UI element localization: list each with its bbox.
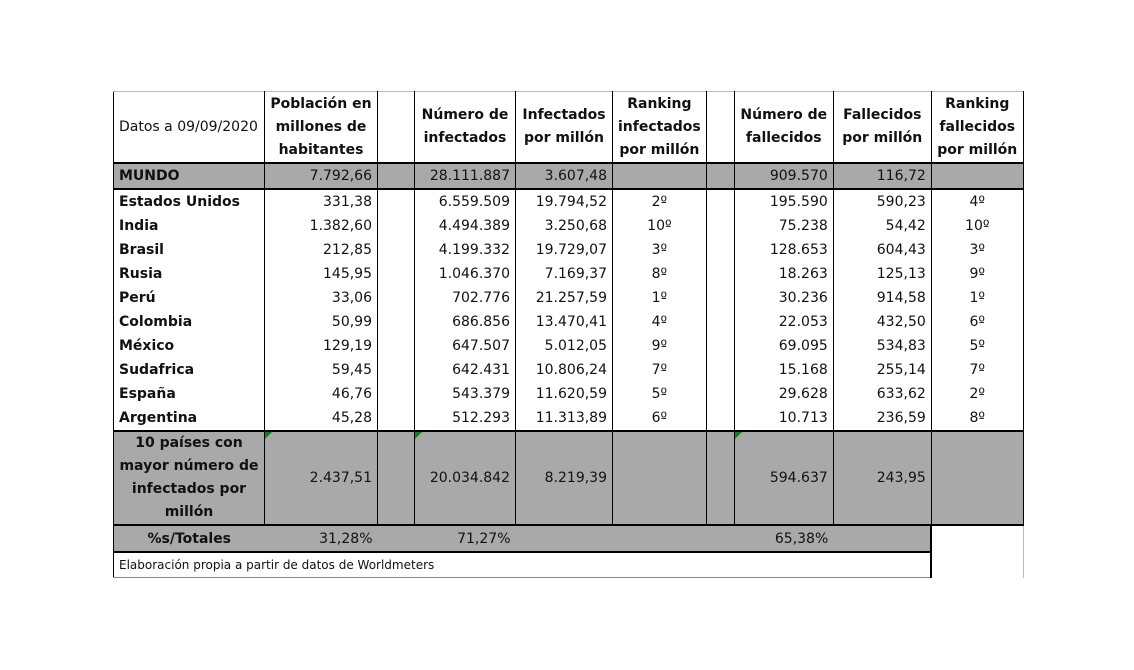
country-infectados-millon: 21.257,59 bbox=[516, 286, 613, 310]
country-poblacion: 129,19 bbox=[265, 334, 378, 358]
header-row bbox=[114, 92, 1024, 164]
country-fallecidos: 75.238 bbox=[734, 214, 833, 238]
country-infectados-millon: 13.470,41 bbox=[516, 310, 613, 334]
country-ranking-fallecidos: 5º bbox=[931, 334, 1023, 358]
country-fallecidos: 30.236 bbox=[734, 286, 833, 310]
spacer-cell bbox=[378, 163, 415, 189]
totals-fallecidos-pct: 65,38% bbox=[734, 525, 833, 552]
country-fallecidos-millon: 255,14 bbox=[833, 358, 931, 382]
spacer-cell bbox=[706, 189, 734, 214]
country-fallecidos-millon: 125,13 bbox=[833, 262, 931, 286]
table-row bbox=[114, 214, 1024, 238]
country-ranking-fallecidos: 8º bbox=[931, 406, 1023, 431]
country-ranking-fallecidos: 1º bbox=[931, 286, 1023, 310]
summary-poblacion: 2.437,51 bbox=[265, 431, 378, 525]
country-infectados: 543.379 bbox=[415, 382, 516, 406]
country-fallecidos: 18.263 bbox=[734, 262, 833, 286]
country-infectados: 1.046.370 bbox=[415, 262, 516, 286]
spacer-cell bbox=[378, 92, 415, 164]
spacer-cell bbox=[378, 310, 415, 334]
country-ranking-fallecidos: 10º bbox=[931, 214, 1023, 238]
country-ranking-infectados: 5º bbox=[613, 382, 707, 406]
spacer-cell bbox=[706, 431, 734, 525]
mundo-fallecidos-millon: 116,72 bbox=[833, 163, 931, 189]
totals-label: %s/Totales bbox=[114, 525, 265, 552]
country-ranking-infectados: 8º bbox=[613, 262, 707, 286]
mundo-row bbox=[114, 163, 1024, 189]
spacer-cell bbox=[378, 382, 415, 406]
header-infectados: Número de infectados bbox=[415, 92, 516, 164]
country-infectados: 647.507 bbox=[415, 334, 516, 358]
table-row bbox=[114, 310, 1024, 334]
spacer-cell bbox=[378, 286, 415, 310]
table-row bbox=[114, 406, 1024, 431]
country-ranking-infectados: 2º bbox=[613, 189, 707, 214]
country-name: España bbox=[114, 382, 265, 406]
country-poblacion: 1.382,60 bbox=[265, 214, 378, 238]
country-ranking-fallecidos: 2º bbox=[931, 382, 1023, 406]
country-infectados-millon: 19.729,07 bbox=[516, 238, 613, 262]
country-infectados-millon: 10.806,24 bbox=[516, 358, 613, 382]
country-fallecidos: 128.653 bbox=[734, 238, 833, 262]
totals-row bbox=[114, 525, 1024, 552]
summary-label: 10 países con mayor número de infectados por millón bbox=[114, 431, 265, 525]
spacer-cell bbox=[378, 262, 415, 286]
country-ranking-infectados: 4º bbox=[613, 310, 707, 334]
spacer-cell bbox=[706, 163, 734, 189]
country-infectados-millon: 5.012,05 bbox=[516, 334, 613, 358]
country-fallecidos: 22.053 bbox=[734, 310, 833, 334]
country-poblacion: 331,38 bbox=[265, 189, 378, 214]
table-row bbox=[114, 262, 1024, 286]
date-label: Datos a 09/09/2020 bbox=[114, 92, 265, 164]
country-infectados: 4.494.389 bbox=[415, 214, 516, 238]
table-row bbox=[114, 189, 1024, 214]
summary-ranking-fallecidos bbox=[931, 431, 1023, 525]
country-poblacion: 59,45 bbox=[265, 358, 378, 382]
mundo-label: MUNDO bbox=[114, 163, 265, 189]
header-ranking-infectados: Ranking infectados por millón bbox=[613, 92, 707, 164]
spacer-cell bbox=[706, 238, 734, 262]
country-fallecidos: 29.628 bbox=[734, 382, 833, 406]
country-fallecidos-millon: 914,58 bbox=[833, 286, 931, 310]
spacer-cell bbox=[378, 334, 415, 358]
summary-row bbox=[114, 431, 1024, 525]
country-poblacion: 33,06 bbox=[265, 286, 378, 310]
summary-infectados: 20.034.842 bbox=[415, 431, 516, 525]
country-ranking-infectados: 3º bbox=[613, 238, 707, 262]
country-ranking-fallecidos: 4º bbox=[931, 189, 1023, 214]
country-ranking-fallecidos: 6º bbox=[931, 310, 1023, 334]
country-infectados: 6.559.509 bbox=[415, 189, 516, 214]
country-rows bbox=[114, 189, 1024, 431]
summary-infectados-millon: 8.219,39 bbox=[516, 431, 613, 525]
country-ranking-fallecidos: 7º bbox=[931, 358, 1023, 382]
country-name: Perú bbox=[114, 286, 265, 310]
country-name: México bbox=[114, 334, 265, 358]
spacer-cell bbox=[613, 525, 707, 552]
spacer-cell bbox=[706, 406, 734, 431]
country-ranking-fallecidos: 3º bbox=[931, 238, 1023, 262]
country-fallecidos-millon: 432,50 bbox=[833, 310, 931, 334]
country-fallecidos: 15.168 bbox=[734, 358, 833, 382]
spacer-cell bbox=[706, 214, 734, 238]
header-fallecidos-millon: Fallecidos por millón bbox=[833, 92, 931, 164]
country-name: Colombia bbox=[114, 310, 265, 334]
country-name: India bbox=[114, 214, 265, 238]
country-infectados: 702.776 bbox=[415, 286, 516, 310]
country-name: Argentina bbox=[114, 406, 265, 431]
spacer-cell bbox=[706, 334, 734, 358]
spacer-cell bbox=[378, 406, 415, 431]
spacer-cell bbox=[706, 286, 734, 310]
spacer-cell bbox=[378, 358, 415, 382]
mundo-poblacion: 7.792,66 bbox=[265, 163, 378, 189]
spacer-cell bbox=[833, 525, 931, 552]
country-name: Rusia bbox=[114, 262, 265, 286]
spacer-cell bbox=[706, 382, 734, 406]
country-name: Estados Unidos bbox=[114, 189, 265, 214]
country-fallecidos-millon: 590,23 bbox=[833, 189, 931, 214]
spacer-cell bbox=[706, 358, 734, 382]
mundo-infectados-millon: 3.607,48 bbox=[516, 163, 613, 189]
country-ranking-fallecidos: 9º bbox=[931, 262, 1023, 286]
mundo-ranking-fallecidos bbox=[931, 163, 1023, 189]
country-poblacion: 46,76 bbox=[265, 382, 378, 406]
covid-data-table bbox=[113, 91, 1024, 578]
header-fallecidos: Número de fallecidos bbox=[734, 92, 833, 164]
mundo-infectados: 28.111.887 bbox=[415, 163, 516, 189]
summary-fallecidos-millon: 243,95 bbox=[833, 431, 931, 525]
country-name: Brasil bbox=[114, 238, 265, 262]
country-fallecidos-millon: 236,59 bbox=[833, 406, 931, 431]
mundo-ranking-infectados bbox=[613, 163, 707, 189]
totals-infectados-pct: 71,27% bbox=[415, 525, 516, 552]
covid-data-table-wrapper bbox=[113, 91, 1024, 578]
spacer-cell bbox=[378, 431, 415, 525]
country-poblacion: 212,85 bbox=[265, 238, 378, 262]
spacer-cell bbox=[706, 262, 734, 286]
country-infectados: 686.856 bbox=[415, 310, 516, 334]
spacer-cell bbox=[516, 525, 613, 552]
header-infectados-millon: Infectados por millón bbox=[516, 92, 613, 164]
mundo-fallecidos: 909.570 bbox=[734, 163, 833, 189]
spacer-cell bbox=[378, 214, 415, 238]
country-infectados-millon: 3.250,68 bbox=[516, 214, 613, 238]
country-poblacion: 45,28 bbox=[265, 406, 378, 431]
country-ranking-infectados: 6º bbox=[613, 406, 707, 431]
country-fallecidos-millon: 633,62 bbox=[833, 382, 931, 406]
country-infectados-millon: 7.169,37 bbox=[516, 262, 613, 286]
summary-ranking-infectados bbox=[613, 431, 707, 525]
header-ranking-fallecidos: Ranking fallecidos por millón bbox=[931, 92, 1023, 164]
footer-row bbox=[114, 552, 1024, 578]
table-row bbox=[114, 334, 1024, 358]
source-note: Elaboración propia a partir de datos de Worldmeters bbox=[114, 552, 932, 578]
spacer-cell bbox=[706, 92, 734, 164]
country-poblacion: 50,99 bbox=[265, 310, 378, 334]
table-row bbox=[114, 358, 1024, 382]
country-infectados: 512.293 bbox=[415, 406, 516, 431]
country-fallecidos-millon: 534,83 bbox=[833, 334, 931, 358]
totals-poblacion-pct: 31,28% bbox=[265, 525, 378, 552]
country-infectados-millon: 11.620,59 bbox=[516, 382, 613, 406]
country-infectados: 4.199.332 bbox=[415, 238, 516, 262]
spacer-cell bbox=[706, 525, 734, 552]
country-ranking-infectados: 7º bbox=[613, 358, 707, 382]
spacer-cell bbox=[378, 189, 415, 214]
table-row bbox=[114, 238, 1024, 262]
country-infectados: 642.431 bbox=[415, 358, 516, 382]
country-ranking-infectados: 10º bbox=[613, 214, 707, 238]
country-ranking-infectados: 1º bbox=[613, 286, 707, 310]
country-fallecidos-millon: 604,43 bbox=[833, 238, 931, 262]
country-fallecidos: 195.590 bbox=[734, 189, 833, 214]
summary-fallecidos: 594.637 bbox=[734, 431, 833, 525]
country-poblacion: 145,95 bbox=[265, 262, 378, 286]
country-infectados-millon: 11.313,89 bbox=[516, 406, 613, 431]
country-name: Sudafrica bbox=[114, 358, 265, 382]
country-infectados-millon: 19.794,52 bbox=[516, 189, 613, 214]
spacer-cell bbox=[378, 525, 415, 552]
country-ranking-infectados: 9º bbox=[613, 334, 707, 358]
blank-corner-cell bbox=[931, 525, 1023, 578]
country-fallecidos-millon: 54,42 bbox=[833, 214, 931, 238]
header-poblacion: Población en millones de habitantes bbox=[265, 92, 378, 164]
country-fallecidos: 69.095 bbox=[734, 334, 833, 358]
spacer-cell bbox=[378, 238, 415, 262]
country-fallecidos: 10.713 bbox=[734, 406, 833, 431]
table-row bbox=[114, 382, 1024, 406]
spacer-cell bbox=[706, 310, 734, 334]
table-row bbox=[114, 286, 1024, 310]
